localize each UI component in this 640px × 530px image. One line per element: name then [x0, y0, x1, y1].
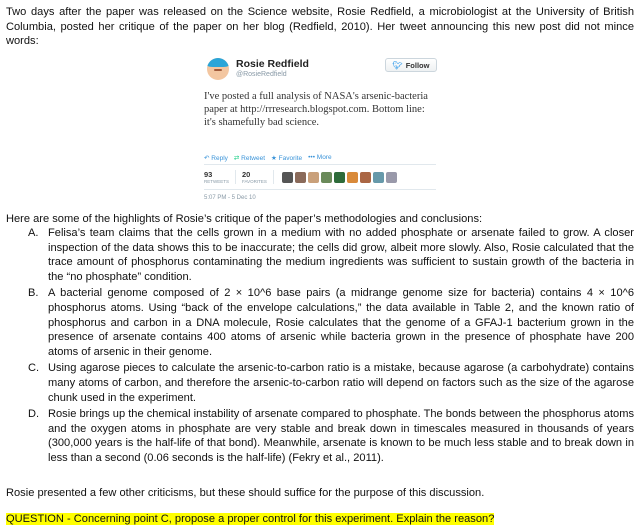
- retweets-stat[interactable]: [204, 170, 236, 184]
- list-item-text: Using agarose pieces to calculate the arsenic-to-carbon ratio is a mistake, because agarose (a carbohydrate) contains many atoms of carbon, and therefore the arsenic-to-carbon ratio will depend on factors such as the size of the agarose chunk used in the experiment.: [48, 362, 634, 404]
- tweet-actions: [204, 154, 332, 162]
- divider: [204, 189, 436, 190]
- question-paragraph: [6, 512, 634, 527]
- list-item-text: Felisa’s team claims that the cells grown in a medium with no added phosphate or arsenate failed to grow. A closer inspection of the data shows this to be inaccurate; the cells did grow, albeit more slowly. Also, Rosie calculated that the trace amount of phosphorus contaminating the medium ingredients was sufficient to sustain growth of the bacteria in the “no phosphate” condition.: [48, 227, 634, 283]
- list-marker: D.: [28, 408, 40, 421]
- list-item: [6, 226, 634, 284]
- reply-icon: ↶: [204, 155, 210, 162]
- tweet-timestamp[interactable]: 5:07 PM - 5 Dec 10: [204, 195, 256, 201]
- avatar[interactable]: [373, 172, 384, 183]
- avatar[interactable]: [308, 172, 319, 183]
- retweet-action[interactable]: [234, 154, 265, 162]
- retweets-count: 93: [204, 170, 213, 179]
- avatar[interactable]: [334, 172, 345, 183]
- divider: [204, 164, 436, 165]
- avatar[interactable]: [295, 172, 306, 183]
- intro-paragraph: Two days after the paper was released on the Science website, Rosie Redfield, a microbiologist at the University of British Columbia, posted her critique of the paper on her blog (Redfield, 2010). Her tweet announcing this new post did not mince words:: [6, 6, 634, 48]
- list-item: [6, 361, 634, 405]
- follow-label: Follow: [405, 60, 430, 70]
- avatar[interactable]: [386, 172, 397, 183]
- favorite-label: Favorite: [278, 155, 303, 162]
- list-item: [6, 407, 634, 465]
- list-item: [6, 286, 634, 359]
- list-marker: A.: [28, 227, 39, 239]
- embedded-tweet: [200, 52, 440, 206]
- avatar[interactable]: [321, 172, 332, 183]
- avatar[interactable]: [360, 172, 371, 183]
- favorites-count: 20: [242, 170, 251, 179]
- retweet-icon: ⇄: [233, 155, 240, 162]
- closing-paragraph: Rosie presented a few other criticisms, but these should suffice for the purpose of this discussion.: [6, 487, 485, 499]
- list-item-text: Rosie brings up the chemical instability of arsenate compared to phosphate. The bonds between the phosphorus atoms and the oxygen atoms in phosphate are very stable and break down in timescales measured in thousands of years (300,000 years is the half-life of that bond). Meanwhile, arsenate is known to be much less stable and to break down in less than a second (0.06 seconds is the half-life) (Fekry et al., 2011).: [48, 408, 634, 464]
- list-item-text: A bacterial genome composed of 2 × 10^6 base pairs (a midrange genome size for bacteria) contains 4 × 10^6 phosphorus atoms. Using “back of the envelope calculations,” the data available in Table 2, and the known ratio of phosphorus and carbon in a DNA molecule, Rosie calculates that the genome of a GFAJ-1 bacterium grown in the presence of arsenate contains 400 atoms of arsenic while bacteria grown in the presence of phosphate have 200 atoms of arsenic in their genome.: [48, 287, 634, 358]
- list-marker: B.: [28, 287, 39, 300]
- lead-paragraph: Here are some of the highlights of Rosie’s critique of the paper’s methodologies and conclusions:: [6, 213, 483, 225]
- list-marker: C.: [28, 362, 40, 375]
- avatar[interactable]: [207, 58, 229, 80]
- critique-list: [6, 226, 634, 468]
- reply-label: Reply: [211, 155, 228, 162]
- tweet-author-handle[interactable]: @RosieRedfield: [236, 71, 287, 78]
- retweets-label: RETWEETS: [204, 179, 230, 184]
- tweet-stats: [204, 168, 397, 186]
- highlighted-question: QUESTION - Concerning point C, propose a proper control for this experiment. Explain the reason?: [6, 513, 495, 525]
- more-icon: •••: [308, 154, 315, 161]
- avatar[interactable]: [347, 172, 358, 183]
- favorites-label: FAVORITES: [242, 179, 267, 184]
- tweet-author-name[interactable]: Rosie Redfield: [236, 58, 309, 70]
- retweet-label: Retweet: [241, 155, 266, 162]
- favoriter-avatars: [282, 172, 397, 183]
- more-action[interactable]: [308, 154, 331, 162]
- reply-action[interactable]: [204, 154, 228, 162]
- more-label: More: [316, 154, 332, 161]
- favorite-action[interactable]: [271, 154, 302, 162]
- twitter-bird-icon: 🐦︎: [392, 60, 403, 70]
- follow-button[interactable]: [385, 58, 437, 72]
- avatar[interactable]: [282, 172, 293, 183]
- favorites-stat[interactable]: [242, 170, 274, 184]
- tweet-text: I've posted a full analysis of NASA's arsenic-bacteria paper at http://rrresearch.blogspot.com. Bottom line: it's shamefully bad science.: [204, 91, 428, 129]
- star-icon: ★: [271, 155, 277, 162]
